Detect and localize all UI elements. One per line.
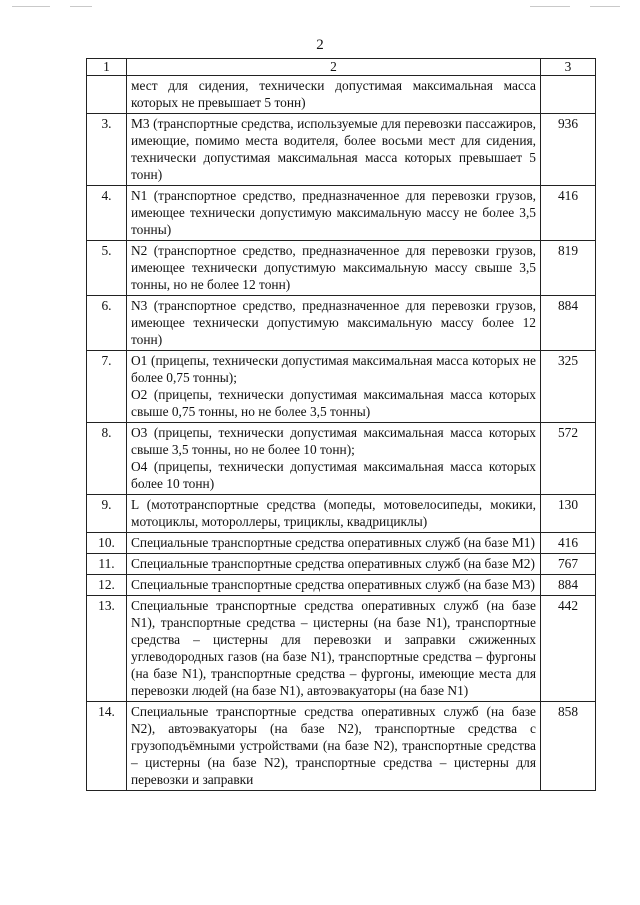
vehicle-category-description (127, 533, 541, 554)
page-number: 2 (316, 37, 324, 53)
header-cell-2: 2 (127, 59, 541, 76)
table-row (87, 575, 596, 596)
description-paragraph: Специальные транспортные средства оперативных служб (на базе N2), автоэвакуаторы (на базе N2), транспортные средства с грузоподъёмными устройствами (на базе N2), транспортные средства – цистерны (на базе N2), транспортные средства – цистерны для перевозки и заправки (131, 704, 536, 787)
table-body (87, 59, 596, 791)
description-paragraph: O4 (прицепы, технически допустимая максимальная масса которых более 10 тонн) (131, 459, 536, 491)
fee-value: 819 (541, 241, 596, 296)
vehicle-category-description (127, 241, 541, 296)
row-number (87, 76, 127, 114)
fee-value: 130 (541, 495, 596, 533)
vehicle-category-description (127, 423, 541, 495)
description-paragraph: Специальные транспортные средства оперативных служб (на базе M2) (131, 556, 535, 571)
vehicle-category-description (127, 702, 541, 791)
table-row (87, 495, 596, 533)
vehicle-category-description (127, 76, 541, 114)
fee-value: 936 (541, 114, 596, 186)
description-paragraph: O2 (прицепы, технически допустимая максимальная масса которых свыше 0,75 тонны, но не более 3,5 тонны) (131, 387, 536, 419)
table-row (87, 186, 596, 241)
fee-value: 858 (541, 702, 596, 791)
vehicle-category-description (127, 296, 541, 351)
table-row (87, 76, 596, 114)
description-paragraph: L (мототранспортные средства (мопеды, мотовелосипеды, мокики, мотоциклы, мотороллеры, трициклы, квадрициклы) (131, 497, 536, 529)
tariff-table (86, 58, 596, 791)
fee-value: 572 (541, 423, 596, 495)
row-number: 10. (87, 533, 127, 554)
description-paragraph: Специальные транспортные средства оперативных служб (на базе M1) (131, 535, 535, 550)
fee-value (541, 76, 596, 114)
table-row (87, 533, 596, 554)
header-cell-1: 1 (87, 59, 127, 76)
row-number: 12. (87, 575, 127, 596)
table-row (87, 114, 596, 186)
description-paragraph: M3 (транспортные средства, используемые для перевозки пассажиров, имеющие, помимо места водителя, более восьми мест для сидения, технически допустимая максимальная масса которых превышает 5 тонн) (131, 116, 536, 182)
row-number: 13. (87, 596, 127, 702)
row-number: 4. (87, 186, 127, 241)
description-paragraph: O1 (прицепы, технически допустимая максимальная масса которых не более 0,75 тонны); (131, 353, 536, 385)
table-row (87, 241, 596, 296)
description-paragraph: N2 (транспортное средство, предназначенное для перевозки грузов, имеющее технически допустимую максимальную массу свыше 3,5 тонны, но не более 12 тонн) (131, 243, 536, 292)
table-row (87, 554, 596, 575)
description-paragraph: N3 (транспортное средство, предназначенное для перевозки грузов, имеющее технически допустимую максимальную массу более 12 тонн) (131, 298, 536, 347)
vehicle-category-description (127, 554, 541, 575)
vehicle-category-description (127, 495, 541, 533)
row-number: 6. (87, 296, 127, 351)
row-number: 11. (87, 554, 127, 575)
row-number: 8. (87, 423, 127, 495)
row-number: 3. (87, 114, 127, 186)
header-cell-3: 3 (541, 59, 596, 76)
table-row (87, 351, 596, 423)
table-row (87, 423, 596, 495)
scan-mark (530, 6, 570, 7)
fee-value: 325 (541, 351, 596, 423)
description-paragraph: Специальные транспортные средства оперативных служб (на базе M3) (131, 577, 535, 592)
table-row (87, 296, 596, 351)
description-paragraph: O3 (прицепы, технически допустимая максимальная масса которых свыше 3,5 тонны, но не более 10 тонн); (131, 425, 536, 457)
fee-value: 884 (541, 575, 596, 596)
vehicle-category-description (127, 351, 541, 423)
fee-value: 442 (541, 596, 596, 702)
table-row (87, 596, 596, 702)
fee-value: 884 (541, 296, 596, 351)
scan-mark (590, 6, 620, 7)
fee-value: 416 (541, 186, 596, 241)
vehicle-category-description (127, 186, 541, 241)
vehicle-category-description (127, 575, 541, 596)
vehicle-category-description (127, 596, 541, 702)
row-number: 5. (87, 241, 127, 296)
row-number: 14. (87, 702, 127, 791)
scan-mark (12, 6, 50, 7)
fee-value: 416 (541, 533, 596, 554)
table-header-row (87, 59, 596, 76)
description-paragraph: мест для сидения, технически допустимая максимальная масса которых не превышает 5 тонн) (131, 78, 536, 110)
scan-mark (70, 6, 92, 7)
description-paragraph: Специальные транспортные средства оперативных служб (на базе N1), транспортные средства – цистерны (на базе N1), транспортные средства – цистерны для перевозки и заправки сжиженных углеводородных газов (на базе N1), транспортные средства – фургоны (на базе N1), транспортные средства – фургоны, имеющие места для перевозки людей (на базе N1), автоэвакуаторы (на базе N1) (131, 598, 536, 698)
vehicle-category-description (127, 114, 541, 186)
row-number: 9. (87, 495, 127, 533)
table-row (87, 702, 596, 791)
row-number: 7. (87, 351, 127, 423)
fee-value: 767 (541, 554, 596, 575)
description-paragraph: N1 (транспортное средство, предназначенное для перевозки грузов, имеющее технически допустимую максимальную массу не более 3,5 тонны) (131, 188, 536, 237)
